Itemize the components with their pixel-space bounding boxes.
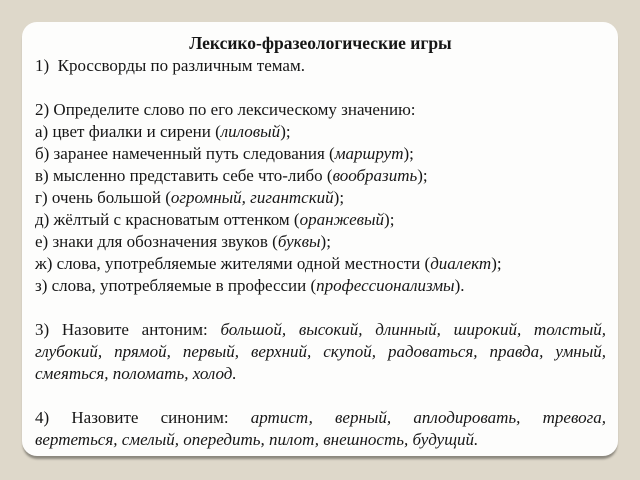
task-4-line-2: вертеться, смелый, опередить, пилот, внешность, будущий. [35, 430, 479, 449]
definition-item-d [35, 209, 606, 231]
task-1: 1) Кроссворды по различным темам. [35, 56, 305, 75]
answer-word: буквы [277, 232, 321, 251]
definition-text: ); [384, 210, 395, 229]
definition-item-g [35, 187, 606, 209]
answer-word: вообразить [332, 166, 418, 185]
definition-text: а) цвет фиалки и сирени ( [35, 122, 221, 141]
spacer [35, 77, 606, 99]
content-card [22, 22, 618, 456]
definition-text: в) мысленно представить себе что-либо ( [35, 166, 333, 185]
answer-word: маршрут [334, 144, 404, 163]
definition-text: ); [320, 232, 331, 251]
task-3-line-3: смеяться, поломать, холод. [35, 364, 237, 383]
definition-item-b [35, 143, 606, 165]
definition-text: ); [417, 166, 428, 185]
task-3-prefix: 3) Назовите антоним: [35, 320, 208, 339]
answer-word: профессионализмы [316, 276, 455, 295]
definition-item-e [35, 231, 606, 253]
definition-text: б) заранее намеченный путь следования ( [35, 144, 335, 163]
definition-item-v [35, 165, 606, 187]
slide-title: Лексико-фразеологические игры [189, 33, 452, 53]
spacer [35, 297, 606, 319]
antonym-words: большой, высокий, длинный, широкий, толстый, [220, 320, 606, 339]
task-4-prefix: 4) Назовите синоним: [35, 408, 229, 427]
answer-word: диалект [430, 254, 492, 273]
definition-item-zh [35, 253, 606, 275]
answer-word: лиловый [220, 122, 281, 141]
definition-text: ); [491, 254, 502, 273]
answer-word: огромный, гигантский [170, 188, 334, 207]
definition-text: ж) слова, употребляемые жителями одной местности ( [35, 254, 431, 273]
synonym-words: артист, верный, аплодировать, тревога, [250, 408, 606, 427]
task-2-header: 2) Определите слово по его лексическому значению: [35, 100, 416, 119]
definition-text: ); [333, 188, 345, 207]
definition-text: з) слова, употребляемые в профессии ( [35, 276, 317, 295]
task-4-line-1 [35, 407, 606, 429]
task-3-line-1 [35, 319, 606, 341]
definition-text: ); [280, 122, 291, 141]
definition-item-z [35, 275, 606, 297]
definition-text: ). [454, 276, 465, 295]
spacer [35, 385, 606, 407]
definition-text: е) знаки для обозначения звуков ( [35, 232, 278, 251]
definition-text: д) жёлтый с красноватым оттенком ( [35, 210, 300, 229]
definition-text: ); [403, 144, 414, 163]
definition-item-a [35, 121, 606, 143]
answer-word: оранжевый [299, 210, 385, 229]
definition-text: г) очень большой ( [35, 188, 171, 207]
task-3-line-2: глубокий, прямой, первый, верхний, скупой, радоваться, правда, умный, [35, 342, 606, 361]
